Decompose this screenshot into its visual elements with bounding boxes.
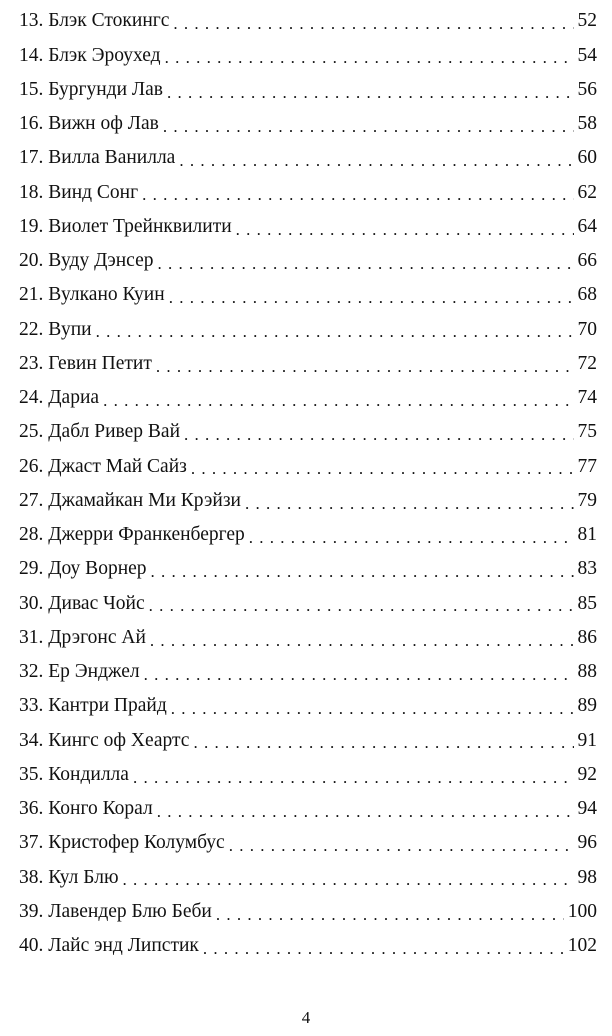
dot-leader [203, 940, 564, 957]
toc-entry-page: 77 [577, 455, 597, 477]
toc-entry-title: Дрэгонс Ай [48, 626, 146, 648]
toc-entry-number: 33. [19, 695, 44, 717]
toc-entry [19, 107, 597, 141]
dot-leader [133, 769, 574, 786]
toc-entry [19, 586, 597, 620]
toc-entry [19, 312, 597, 346]
dot-leader [151, 563, 574, 580]
toc-entry-title: Кингс оф Хеартс [48, 729, 190, 751]
toc-entry-label [19, 114, 163, 134]
toc-entry-number: 23. [19, 352, 44, 374]
toc-entry-number: 24. [19, 387, 44, 409]
dot-leader [236, 221, 574, 238]
toc-entry-page: 68 [577, 284, 597, 306]
toc-entry-page: 83 [577, 558, 597, 580]
toc-entry-title: Лайс энд Липстик [48, 935, 199, 957]
toc-entry-label [19, 696, 171, 716]
toc-entry-label [19, 936, 203, 956]
toc-entry-label [19, 491, 245, 511]
dot-leader [169, 289, 574, 306]
toc-entry-label [19, 799, 157, 819]
toc-entry-page: 54 [577, 44, 597, 66]
toc-entry [19, 621, 597, 655]
toc-entry-number: 15. [19, 78, 44, 100]
toc-entry-page: 92 [577, 763, 597, 785]
toc-entry-number: 18. [19, 181, 44, 203]
dot-leader [229, 837, 574, 854]
dot-leader [156, 358, 574, 375]
toc-entry [19, 758, 597, 792]
toc-entry-label [19, 525, 249, 545]
toc-entry [19, 141, 597, 175]
toc-entry-number: 16. [19, 113, 44, 135]
toc-entry-title: Кантри Прайд [48, 695, 167, 717]
toc-entry-title: Бургунди Лав [48, 78, 163, 100]
toc-entry-title: Ер Энджел [48, 661, 140, 683]
toc-entry [19, 4, 597, 38]
toc-entry-title: Виолет Трейнквилити [48, 215, 232, 237]
toc-entry-number: 29. [19, 558, 44, 580]
toc-entry [19, 518, 597, 552]
toc-entry-title: Блэк Эроухед [48, 44, 161, 66]
toc-entry [19, 210, 597, 244]
toc-entry-page: 89 [577, 695, 597, 717]
dot-leader [96, 323, 574, 340]
toc-entry [19, 552, 597, 586]
toc-entry-title: Конго Корал [48, 798, 153, 820]
dot-leader [142, 186, 573, 203]
toc-entry [19, 244, 597, 278]
dot-leader [144, 666, 574, 683]
toc-entry-page: 66 [577, 250, 597, 272]
dot-leader [193, 734, 573, 751]
toc-entry-title: Вилла Ванилла [48, 147, 176, 169]
toc-entry-page: 86 [577, 626, 597, 648]
toc-entry-title: Вупи [48, 318, 92, 340]
dot-leader [123, 871, 574, 888]
toc-entry-number: 14. [19, 44, 44, 66]
toc-entry-page: 60 [577, 147, 597, 169]
toc-entry-label [19, 320, 96, 340]
toc-entry-label [19, 628, 150, 648]
toc-entry-label [19, 457, 191, 477]
toc-entry-title: Вуду Дэнсер [48, 250, 154, 272]
toc-entry-title: Вулкано Куин [48, 284, 165, 306]
dot-leader [179, 152, 573, 169]
toc-entry-page: 74 [577, 387, 597, 409]
toc-entry-label [19, 11, 173, 31]
toc-entry-label [19, 868, 123, 888]
toc-entry-label [19, 285, 169, 305]
dot-leader [103, 392, 573, 409]
dot-leader [173, 15, 573, 32]
dot-leader [216, 906, 564, 923]
page-number: 4 [301, 1008, 311, 1027]
toc-entry-number: 13. [19, 10, 44, 32]
toc-entry-page: 62 [577, 181, 597, 203]
toc-entry-page: 56 [577, 78, 597, 100]
toc-entry [19, 73, 597, 107]
dot-leader [245, 495, 574, 512]
dot-leader [167, 84, 574, 101]
dot-leader [191, 460, 574, 477]
toc-entry [19, 278, 597, 312]
toc-entry-number: 28. [19, 524, 44, 546]
toc-entry-number: 34. [19, 729, 44, 751]
toc-entry-title: Вижн оф Лав [48, 113, 159, 135]
toc-entry-title: Гевин Петит [48, 352, 152, 374]
toc-entry-number: 35. [19, 763, 44, 785]
toc-entry-number: 27. [19, 489, 44, 511]
toc-entry-label [19, 422, 184, 442]
toc-entry-number: 31. [19, 626, 44, 648]
toc-entry-label [19, 833, 229, 853]
toc-entry-page: 79 [577, 489, 597, 511]
toc-entry-number: 32. [19, 661, 44, 683]
toc-entry-page: 75 [577, 421, 597, 443]
toc-entry-page: 72 [577, 352, 597, 374]
toc-entry-title: Дариа [48, 387, 100, 409]
toc-entry [19, 655, 597, 689]
toc-entry-page: 88 [577, 661, 597, 683]
toc-entry [19, 723, 597, 757]
dot-leader [171, 700, 574, 717]
toc-entry-title: Джерри Франкенбергер [48, 524, 245, 546]
toc-entry-title: Блэк Стокингс [48, 10, 170, 32]
toc-entry-page: 94 [577, 798, 597, 820]
toc-entry-label [19, 388, 103, 408]
toc-entry-number: 40. [19, 935, 44, 957]
toc-entry-number: 20. [19, 250, 44, 272]
toc-entry-number: 25. [19, 421, 44, 443]
toc-entry [19, 826, 597, 860]
toc-entry [19, 689, 597, 723]
dot-leader [157, 803, 574, 820]
toc-entry-number: 17. [19, 147, 44, 169]
toc-entry-label [19, 354, 156, 374]
dot-leader [157, 255, 573, 272]
toc-entry-label [19, 80, 167, 100]
dot-leader [165, 49, 574, 66]
toc-entry [19, 38, 597, 72]
toc-entry-number: 38. [19, 866, 44, 888]
toc-entry-title: Лавендер Блю Беби [48, 900, 212, 922]
toc-entry-page: 64 [577, 215, 597, 237]
toc-entry [19, 929, 597, 963]
toc-entry-page: 58 [577, 113, 597, 135]
toc-entry-number: 37. [19, 832, 44, 854]
toc-entry-title: Дабл Ривер Вай [48, 421, 180, 443]
toc-entry-label [19, 559, 151, 579]
toc-entry-number: 36. [19, 798, 44, 820]
toc-entry-number: 30. [19, 592, 44, 614]
toc-entry-page: 52 [577, 10, 597, 32]
dot-leader [184, 426, 574, 443]
toc-entry-label [19, 594, 149, 614]
toc-entry-page: 91 [577, 729, 597, 751]
toc-entry-label [19, 217, 236, 237]
toc-entry-label [19, 662, 144, 682]
toc-entry-page: 102 [567, 935, 597, 957]
toc-entry-number: 19. [19, 215, 44, 237]
toc-entry [19, 792, 597, 826]
table-of-contents [19, 4, 597, 963]
toc-entry-page: 81 [577, 524, 597, 546]
toc-entry [19, 415, 597, 449]
toc-entry-page: 85 [577, 592, 597, 614]
toc-entry-label [19, 731, 193, 751]
toc-entry [19, 381, 597, 415]
toc-entry-title: Кул Блю [48, 866, 119, 888]
toc-entry-label [19, 46, 165, 66]
dot-leader [150, 632, 574, 649]
dot-leader [149, 597, 574, 614]
dot-leader [163, 118, 574, 135]
toc-entry-title: Винд Сонг [48, 181, 139, 203]
toc-entry-title: Кондилла [48, 763, 129, 785]
toc-entry [19, 347, 597, 381]
toc-entry-title: Джамайкан Ми Крэйзи [48, 489, 241, 511]
toc-entry [19, 449, 597, 483]
toc-entry-number: 39. [19, 900, 44, 922]
toc-entry-number: 21. [19, 284, 44, 306]
toc-entry [19, 484, 597, 518]
toc-entry-title: Дивас Чойс [48, 592, 145, 614]
toc-entry-label [19, 902, 216, 922]
toc-entry [19, 860, 597, 894]
toc-entry-label [19, 251, 157, 271]
toc-entry-number: 26. [19, 455, 44, 477]
toc-entry-page: 70 [577, 318, 597, 340]
toc-entry-title: Джаст Май Сайз [48, 455, 187, 477]
dot-leader [249, 529, 574, 546]
toc-entry [19, 895, 597, 929]
toc-entry-page: 100 [567, 900, 597, 922]
toc-entry-page: 96 [577, 832, 597, 854]
toc-entry-number: 22. [19, 318, 44, 340]
toc-entry-title: Доу Ворнер [48, 558, 147, 580]
toc-entry-page: 98 [577, 866, 597, 888]
toc-entry [19, 175, 597, 209]
toc-entry-title: Кристофер Колумбус [48, 832, 225, 854]
toc-entry-label [19, 183, 142, 203]
toc-entry-label [19, 148, 179, 168]
toc-entry-label [19, 765, 133, 785]
